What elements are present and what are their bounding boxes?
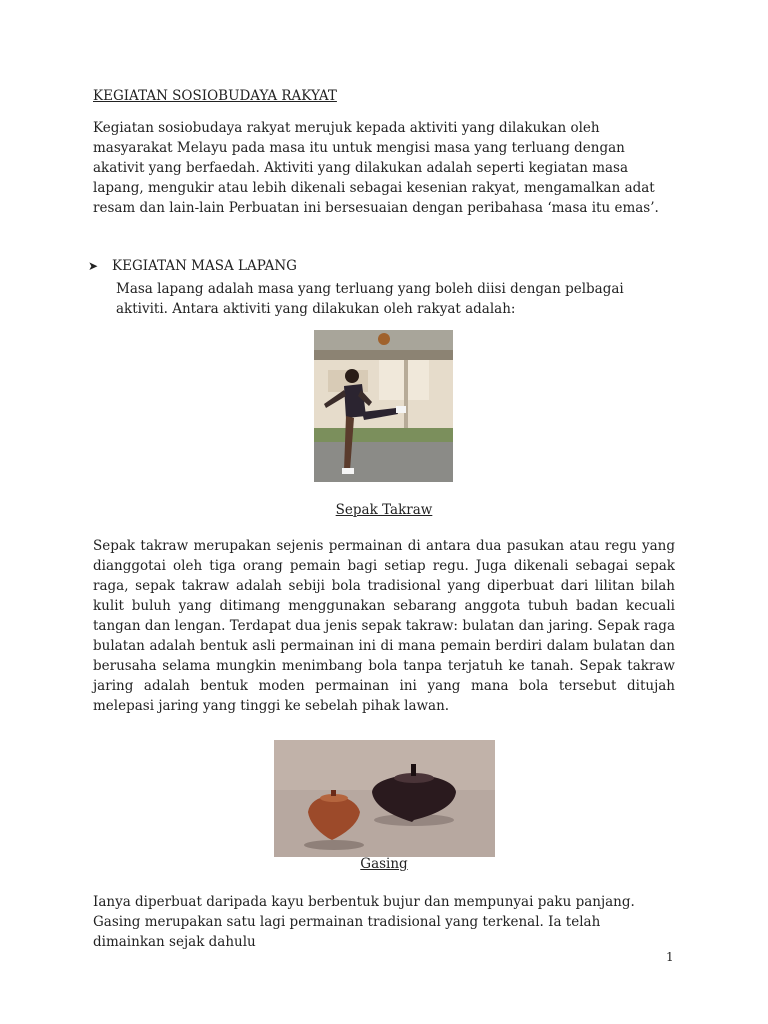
sepak-takraw-caption: Sepak Takraw [335,502,433,518]
gasing-paragraph: Ianya diperbuat daripada kayu berbentuk bujur dan mempunyai paku panjang. Gasing merupakan satu lagi permainan tradisional yang terkenal. Ia telah dimainkan sejak dahulu [93,894,635,950]
intro-paragraph: Kegiatan sosiobudaya rakyat merujuk kepada aktiviti yang dilakukan oleh masyarakat Melayu pada masa itu untuk mengisi masa yang terluang dengan akativit yang berfaedah. Aktiviti yang dilakukan adalah seperti kegiatan masa lapang, mengukir atau lebih dikenali sebagai kesenian rakyat, mengamalkan adat resam dan lain-lain Perbuatan ini bersesuaian dengan peribahasa ‘masa itu emas’. [93,120,659,216]
document-heading: KEGIATAN SOSIOBUDAYA RAKYAT [93,88,337,104]
gasing-caption: Gasing [360,856,408,872]
page-number: 1 [666,950,674,964]
section-heading-row [88,258,297,274]
sepak-takraw-paragraph: Sepak takraw merupakan sejenis permainan di antara dua pasukan atau regu yang dianggotai oleh tiga orang pemain bagi setiap regu. Juga dikenali sebagai sepak raga, sepak takraw adalah sebiji bola tradisional yang diperbuat dari lilitan bilah kulit buluh yang ditimang menggunakan sebarang anggota tubuh badan kecuali tangan dan lengan. Terdapat dua jenis sepak takraw: bulatan dan jaring. Sepak raga bulatan adalah bentuk asli permainan ini di mana pemain berdiri dalam bulatan dan berusaha selama mungkin menimbang bola tanpa terjatuh ke tanah. Sepak takraw jaring adalah bentuk moden permainan ini yang mana bola tersebut ditujah melepasi jaring yang tinggi ke sebelah pihak lawan. [93,538,675,714]
arrow-bullet-icon: ➤ [88,259,99,273]
gasing-photo [274,740,495,857]
section-paragraph: Masa lapang adalah masa yang terluang yang boleh diisi dengan pelbagai aktiviti. Antara aktiviti yang dilakukan oleh rakyat adalah: [116,281,624,317]
section-title: KEGIATAN MASA LAPANG [112,258,297,274]
sepak-takraw-photo [314,330,453,482]
